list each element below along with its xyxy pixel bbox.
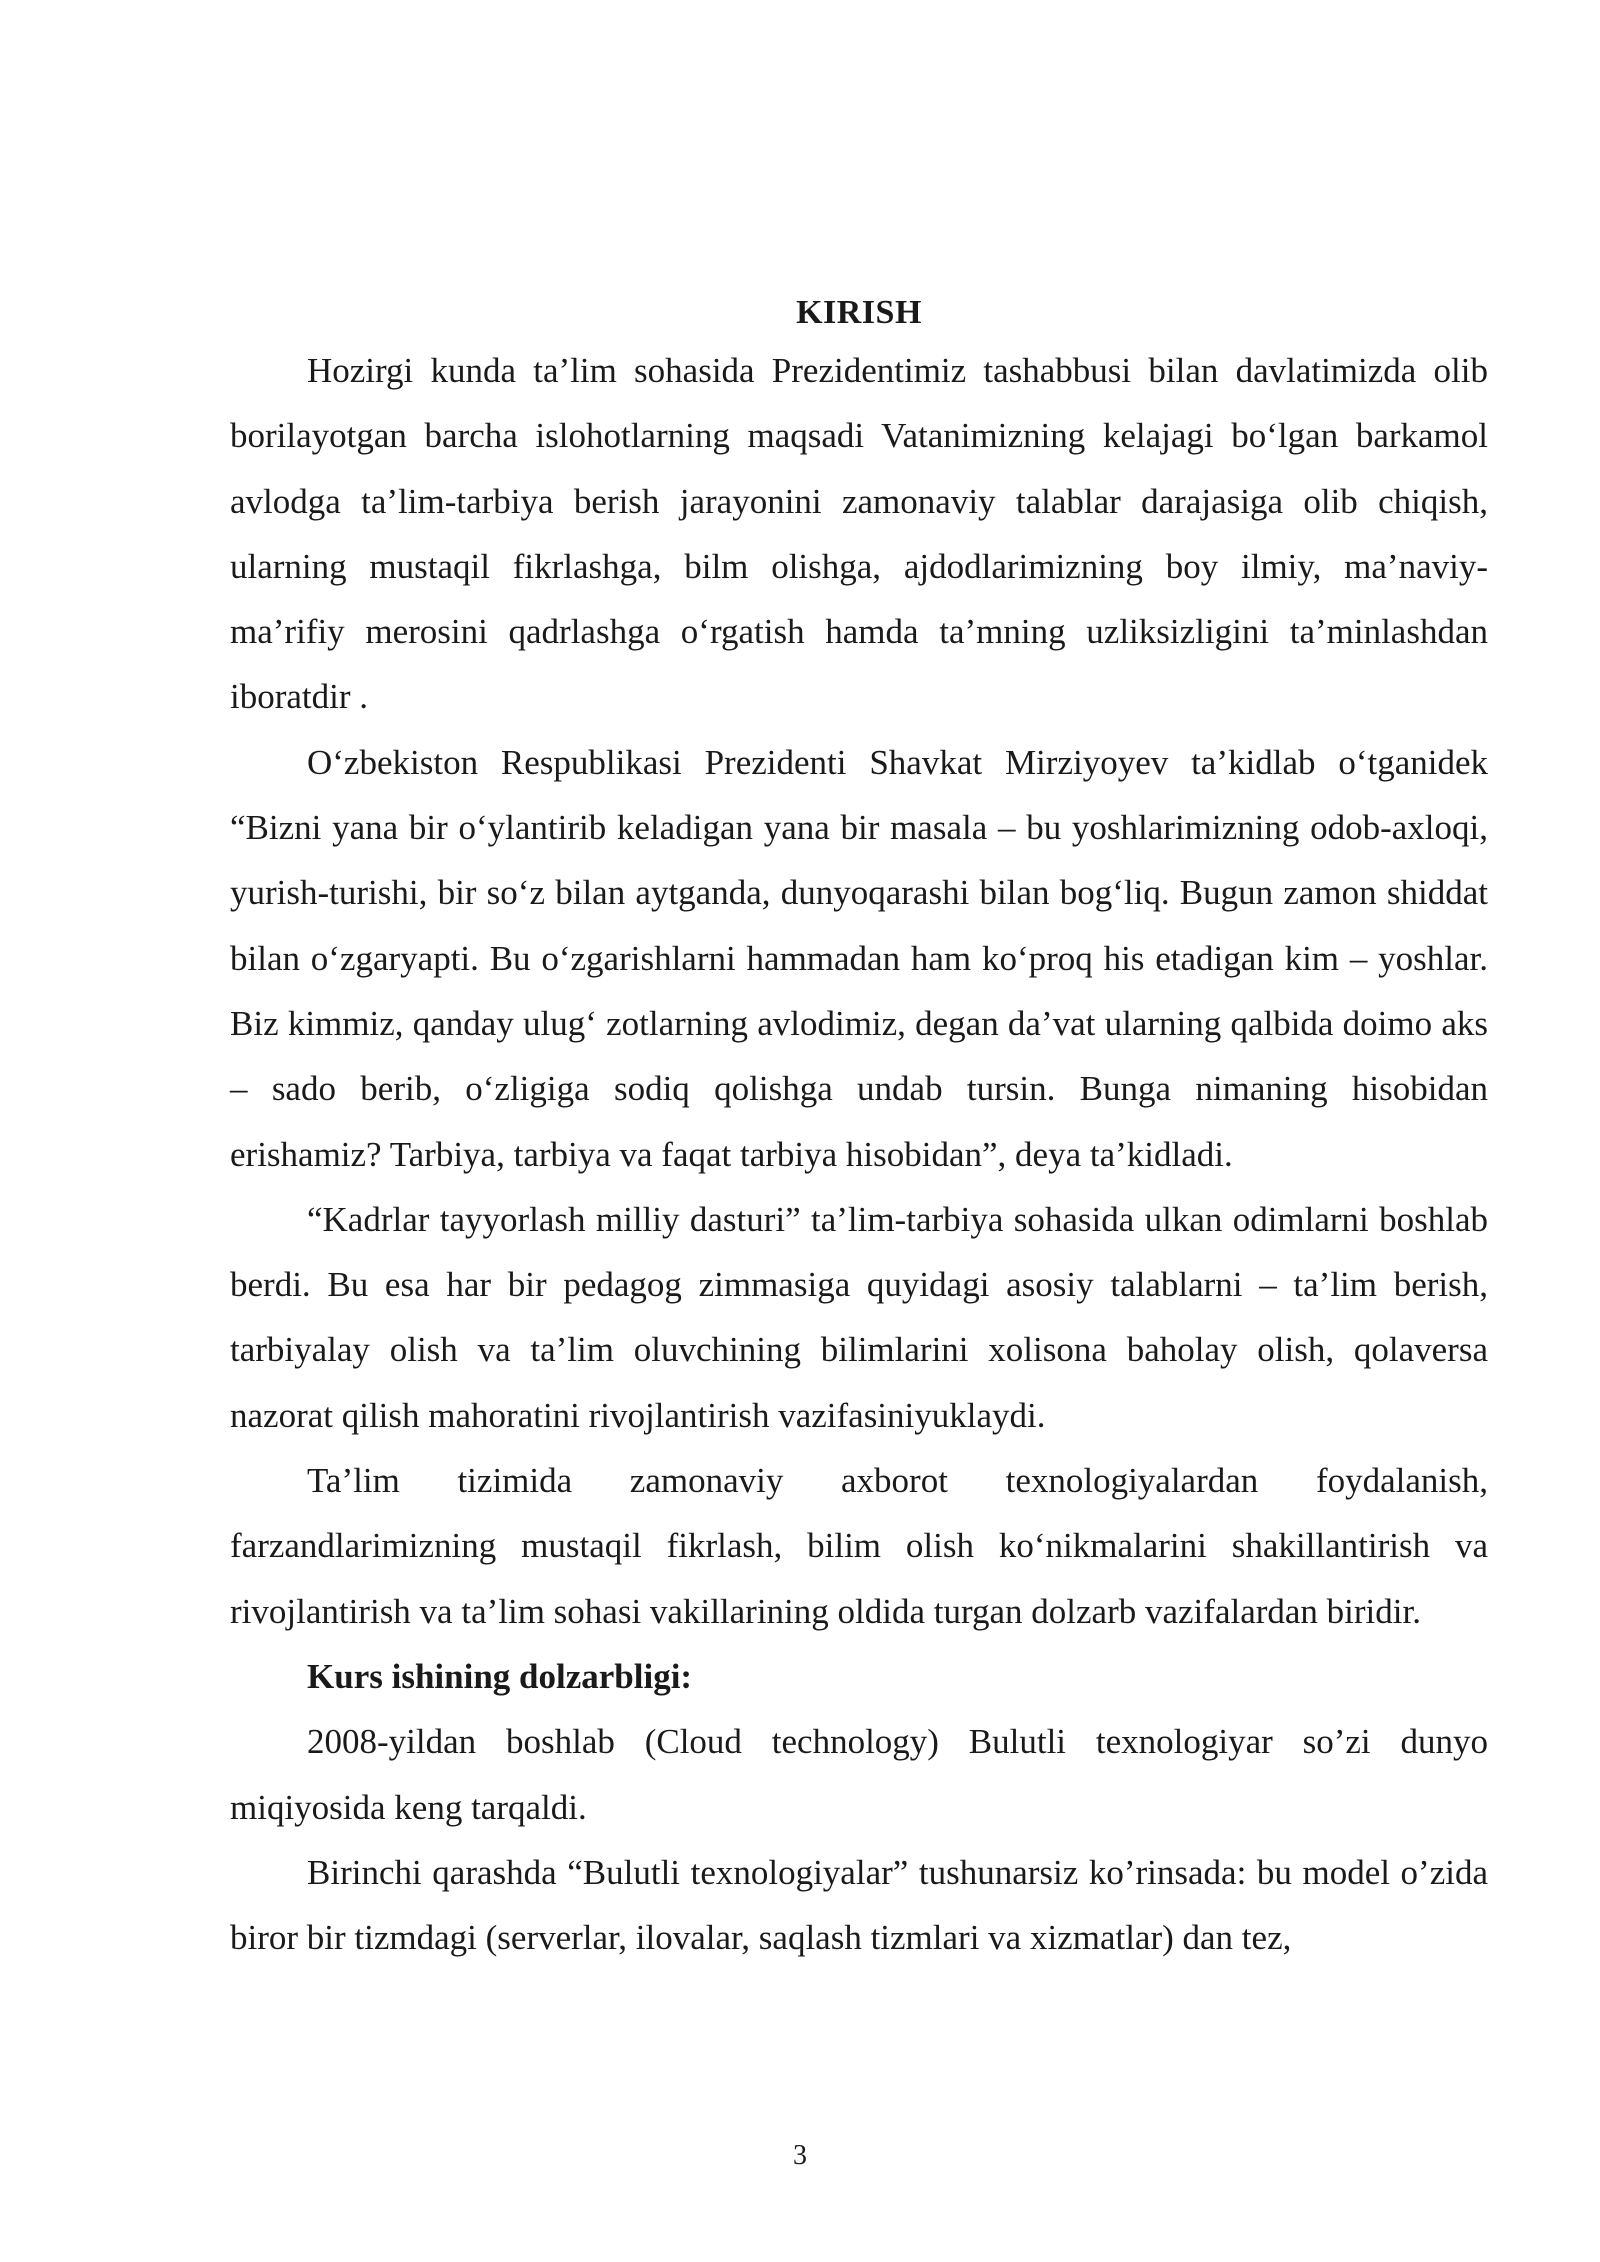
paragraph-national-program: “Kadrlar tayyorlash milliy dasturi” ta’lim-tarbiya sohasida ulkan odimlarni boshlab berdi. Bu esa har bir pedagog zimmasiga quyidagi asosiy talablarni – ta’lim berish, tarbiyalay olish va ta’lim oluvchining bilimlarini xolisona baholay olish, qolaversa nazorat qilish mahoratini rivojlantirish vazifasiniyuklaydi.: [230, 1199, 1488, 1435]
paragraph-president-quote: O‘zbekiston Respublikasi Prezidenti Shavkat Mirziyoyev ta’kidlab o‘tganidek “Bizni yana bir o‘ylantirib keladigan yana bir masala – bu yoshlarimizning odob-axloqi, yurish-turishi, bir so‘z bilan aytganda, dunyoqarashi bilan bog‘liq. Bugun zamon shiddat bilan o‘zgaryapti. Bu o‘zgarishlarni hammadan ham ko‘proq his etadigan kim – yoshlar. Biz kimmiz, qanday ulug‘ zotlarning avlodimiz, degan da’vat ularning qalbida doimo aks – sado berib, o‘zligiga sodiq qolishga undab tursin. Bunga nimaning hisobidan erishamiz? Tarbiya, tarbiya va faqat tarbiya hisobidan”, deya ta’kidladi.: [230, 742, 1488, 1174]
subsection-heading: Kurs ishining dolzarbligi:: [307, 1656, 693, 1696]
paragraph-cloud-definition: Birinchi qarashda “Bulutli texnologiyalar” tushunarsiz ko’rinsada: bu model o’zida biror bir tizmdagi (serverlar, ilovalar, saqlash tizmlari va xizmatlar) dan tez,: [230, 1852, 1488, 1958]
page-number: 3: [793, 2140, 807, 2171]
paragraph-information-technologies: Ta’lim tizimida zamonaviy axborot texnologiyalardan foydalanish, farzandlarimizning mustaqil fikrlash, bilim olish ko‘nikmalarini shakillantirish va rivojlantirish va ta’lim sohasi vakillarining oldida turgan dolzarb vazifalardan biridir.: [230, 1461, 1488, 1631]
page-content: [230, 288, 1488, 1970]
paragraph-introduction: Hozirgi kunda ta’lim sohasida Prezidentimiz tashabbusi bilan davlatimizda olib borilayotgan barcha islohotlarning maqsadi Vatanimizning kelajagi bo‘lgan barkamol avlodga ta’lim-tarbiya berish jarayonini zamonaviy talablar darajasiga olib chiqish, ularning mustaqil fikrlashga, bilm olishga, ajdodlarimizning boy ilmiy, ma’naviy-ma’rifiy merosini qadrlashga o‘rgatish hamda ta’mning uzliksizligini ta’minlashdan iboratdir .: [230, 351, 1488, 717]
section-heading: KIRISH: [796, 294, 922, 331]
paragraph-cloud-history: 2008-yildan boshlab (Cloud technology) Bulutli texnologiyar so’zi dunyo miqiyosida keng tarqaldi.: [230, 1722, 1488, 1827]
